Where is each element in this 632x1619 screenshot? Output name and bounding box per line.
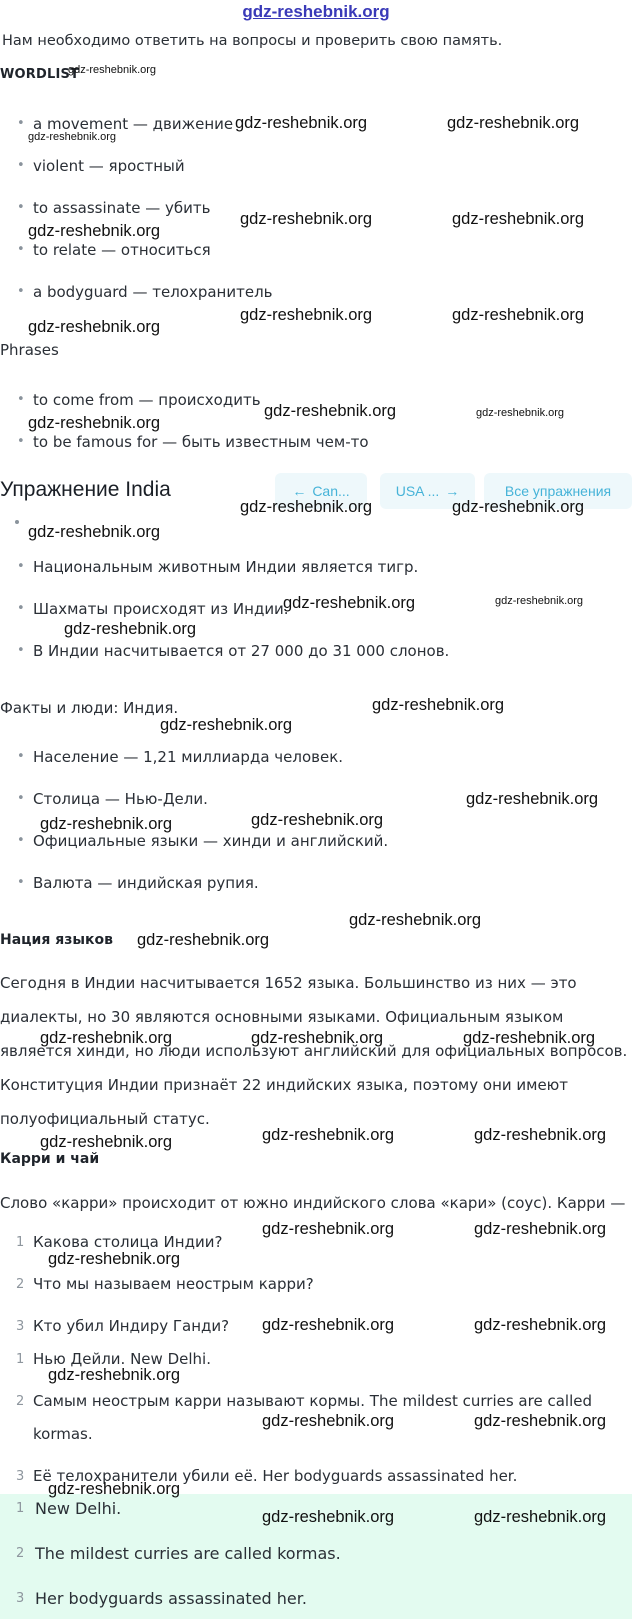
answer-text: Самым неострым карри называют кормы. The mildest curries are called: [33, 1392, 592, 1410]
watermark-text: gdz-reshebnik.org: [474, 1220, 607, 1238]
watermark-text: gdz-reshebnik.org: [463, 1029, 596, 1047]
answer-text: Её телохранители убили её. Her bodyguards assassinated her.: [33, 1467, 518, 1485]
fact-item: • В Индии насчитывается от 27 000 до 31 000 слонов.: [33, 642, 449, 660]
watermark-text: gdz-reshebnik.org: [40, 1029, 173, 1047]
watermark-text: gdz-reshebnik.org: [452, 210, 585, 228]
watermark-text: gdz-reshebnik.org: [264, 402, 397, 420]
phrase-item: • to be famous for — быть известным чем-то: [33, 433, 369, 451]
languages-heading: Нация языков: [0, 932, 113, 948]
languages-paragraph: Сегодня в Индии насчитывается 1652 языка. Большинство из них — это: [0, 974, 577, 992]
curry-paragraph: Слово «карри» происходит от южно индийского слова «кари» (соус). Карри —: [0, 1194, 626, 1212]
curry-heading: Карри и чай: [0, 1151, 100, 1167]
answer-number: 1: [16, 1352, 25, 1367]
answer-en-item: [0, 1544, 620, 1566]
watermark-text: gdz-reshebnik.org: [64, 620, 197, 638]
languages-paragraph: является хинди, но люди используют английский для официальных вопросов.: [0, 1042, 628, 1060]
answer-number: 3: [16, 1469, 25, 1484]
watermark-text: gdz-reshebnik.org: [262, 1220, 395, 1238]
watermark-text: gdz-reshebnik.org: [476, 407, 565, 419]
watermark-text: gdz-reshebnik.org: [452, 306, 585, 324]
list-bullet: [15, 520, 19, 524]
answer-en-text: The mildest curries are called kormas.: [35, 1544, 341, 1563]
answer-en-number: 3: [16, 1591, 25, 1606]
watermark-text: gdz-reshebnik.org: [48, 1480, 181, 1498]
question-item: [0, 1275, 620, 1295]
question-number: 2: [16, 1277, 25, 1292]
phrases-heading: Phrases: [0, 341, 59, 359]
answer-en-number: 2: [16, 1546, 25, 1561]
phrase-item: • to come from — происходить: [33, 391, 261, 409]
watermark-text: gdz-reshebnik.org: [452, 498, 585, 516]
watermark-text: gdz-reshebnik.org: [262, 1126, 395, 1144]
watermark-text: gdz-reshebnik.org: [262, 1316, 395, 1334]
next-exercise-label: USA ...: [395, 483, 440, 499]
arrow-left-icon: ←: [292, 483, 307, 499]
languages-paragraph: диалекты, но 30 являются основными языками. Официальным языком: [0, 1008, 564, 1026]
watermark-text: gdz-reshebnik.org: [262, 1412, 395, 1430]
fact-item: • Шахматы происходят из Индии.: [33, 600, 289, 618]
watermark-text: gdz-reshebnik.org: [48, 1366, 181, 1384]
fact-item: • Национальным животным Индии является тигр.: [33, 558, 418, 576]
question-number: 3: [16, 1319, 25, 1334]
question-text: Что мы называем неострым карри?: [33, 1275, 314, 1293]
watermark-text: gdz-reshebnik.org: [40, 815, 173, 833]
answer-en-item: [0, 1589, 620, 1611]
watermark-text: gdz-reshebnik.org: [240, 210, 373, 228]
fact-people-item: • Официальные языки — хинди и английский.: [33, 832, 388, 850]
arrow-right-icon: →: [445, 483, 460, 499]
watermark-text: gdz-reshebnik.org: [48, 1250, 181, 1268]
watermark-text: gdz-reshebnik.org: [447, 114, 580, 132]
prev-exercise-label: Can...: [312, 483, 350, 499]
answer-text: kormas.: [33, 1425, 93, 1443]
question-text: Какова столица Индии?: [33, 1233, 223, 1251]
fact-people-item: • Валюта — индийская рупия.: [33, 874, 259, 892]
all-exercises-label: Все упражнения: [504, 483, 612, 499]
intro-text: Нам необходимо ответить на вопросы и проверить свою память.: [2, 33, 503, 49]
watermark-text: gdz-reshebnik.org: [251, 1029, 384, 1047]
watermark-text: gdz-reshebnik.org: [68, 64, 157, 76]
wordlist-item: • a bodyguard — телохранитель: [33, 283, 273, 301]
watermark-text: gdz-reshebnik.org: [28, 318, 161, 336]
wordlist-item: • a movement — движение: [33, 115, 233, 133]
watermark-text: gdz-reshebnik.org: [40, 1133, 173, 1151]
site-title-link[interactable]: gdz-reshebnik.org: [242, 2, 390, 21]
watermark-text: gdz-reshebnik.org: [240, 498, 373, 516]
question-text: Кто убил Индиру Ганди?: [33, 1317, 230, 1335]
watermark-text: gdz-reshebnik.org: [262, 1508, 395, 1526]
fact-people-item: • Столица — Нью-Дели.: [33, 790, 208, 808]
wordlist-item: • violent — яростный: [33, 157, 185, 175]
exercise-title: Упражнение India: [0, 478, 171, 501]
watermark-text: gdz-reshebnik.org: [28, 131, 117, 143]
watermark-text: gdz-reshebnik.org: [160, 716, 293, 734]
watermark-text: gdz-reshebnik.org: [474, 1508, 607, 1526]
wordlist-item: • to assassinate — убить: [33, 199, 210, 217]
wordlist-item: • to relate — относиться: [33, 241, 211, 259]
languages-paragraph: полуофициальный статус.: [0, 1110, 210, 1128]
watermark-text: gdz-reshebnik.org: [28, 222, 161, 240]
watermark-text: gdz-reshebnik.org: [495, 595, 584, 607]
watermark-text: gdz-reshebnik.org: [372, 696, 505, 714]
watermark-text: gdz-reshebnik.org: [240, 306, 373, 324]
answer-en-number: 1: [16, 1501, 25, 1516]
facts-people-heading: Факты и люди: Индия.: [0, 699, 179, 717]
watermark-text: gdz-reshebnik.org: [283, 594, 416, 612]
watermark-text: gdz-reshebnik.org: [474, 1316, 607, 1334]
watermark-text: gdz-reshebnik.org: [28, 414, 161, 432]
watermark-text: gdz-reshebnik.org: [235, 114, 368, 132]
watermark-text: gdz-reshebnik.org: [28, 523, 161, 541]
answer-en-text: Her bodyguards assassinated her.: [35, 1589, 307, 1608]
fact-people-item: • Население — 1,21 миллиарда человек.: [33, 748, 343, 766]
wordlist-heading: WORDLIST: [0, 67, 80, 82]
watermark-text: gdz-reshebnik.org: [474, 1126, 607, 1144]
watermark-text: gdz-reshebnik.org: [137, 931, 270, 949]
watermark-text: gdz-reshebnik.org: [474, 1412, 607, 1430]
answer-text: Нью Дейли. New Delhi.: [33, 1350, 211, 1368]
answer-en-text: New Delhi.: [35, 1499, 122, 1518]
question-number: 1: [16, 1235, 25, 1250]
languages-paragraph: Конституция Индии признаёт 22 индийских языка, поэтому они имеют: [0, 1076, 569, 1094]
watermark-text: gdz-reshebnik.org: [466, 790, 599, 808]
watermark-text: gdz-reshebnik.org: [251, 811, 384, 829]
watermark-text: gdz-reshebnik.org: [349, 911, 482, 929]
answer-number: 2: [16, 1394, 25, 1409]
